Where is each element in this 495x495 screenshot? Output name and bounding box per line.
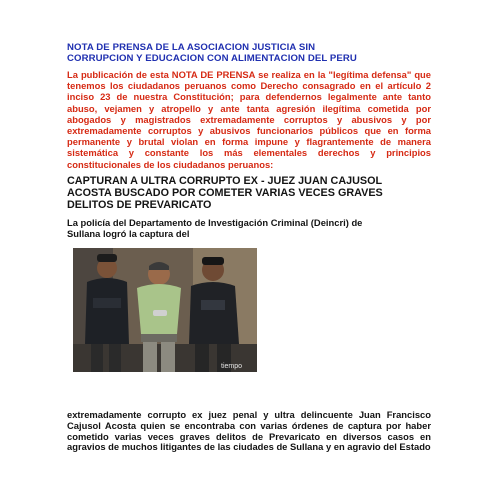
arrest-photo — [73, 248, 257, 372]
news-headline: CAPTURAN A ULTRA CORRUPTO EX - JUEZ JUAN CAJUSOL ACOSTA BUSCADO POR COMETER VARIAS VECES GRAVES DELITOS DE PREVARICATO — [67, 174, 383, 211]
arrest-photo-illustration — [73, 248, 257, 372]
press-release — [67, 42, 431, 372]
press-release-title: NOTA DE PRENSA DE LA ASOCIACION JUSTICIA SIN CORRUPCION Y EDUCACION CON ALIMENTACION DEL PERU — [67, 42, 357, 64]
photo-watermark: tiempo — [221, 362, 243, 370]
news-lead-paragraph: La policía del Departamento de Investigación Criminal (Deincri) de Sullana logró la captura del — [67, 216, 363, 240]
legal-notice-paragraph: La publicación de esta NOTA DE PRENSA se realiza en la "legítima defensa" que tenemos los ciudadanos peruanos como Derecho consagrado en el artículo 2 inciso 23 de nuestra Constitución; para defendernos legalmente ante tanto abuso, vejamen y atropello y ante tanta agresión ilegítima cometida por abogados y magistrados extremadamente corruptos y abusivos y por extremadamente corruptos y abusivos funcionarios públicos que en forma permanente y brutal violan en forma impune y flagrantemente de manera sistemática y constante los más elementales derechos y principios constitucionales de los ciudadanos peruanos: — [67, 69, 431, 170]
news-body-paragraph: extremadamente corrupto ex juez penal y ultra delincuente Juan Francisco Cajusol Acosta quien se encontraba con varias órdenes de captura por haber cometido varias veces graves delitos de Prevaricato en diversos casos en agravios de muchos litigantes de las ciudades de Sullana y en agravio del Estado — [67, 409, 431, 453]
